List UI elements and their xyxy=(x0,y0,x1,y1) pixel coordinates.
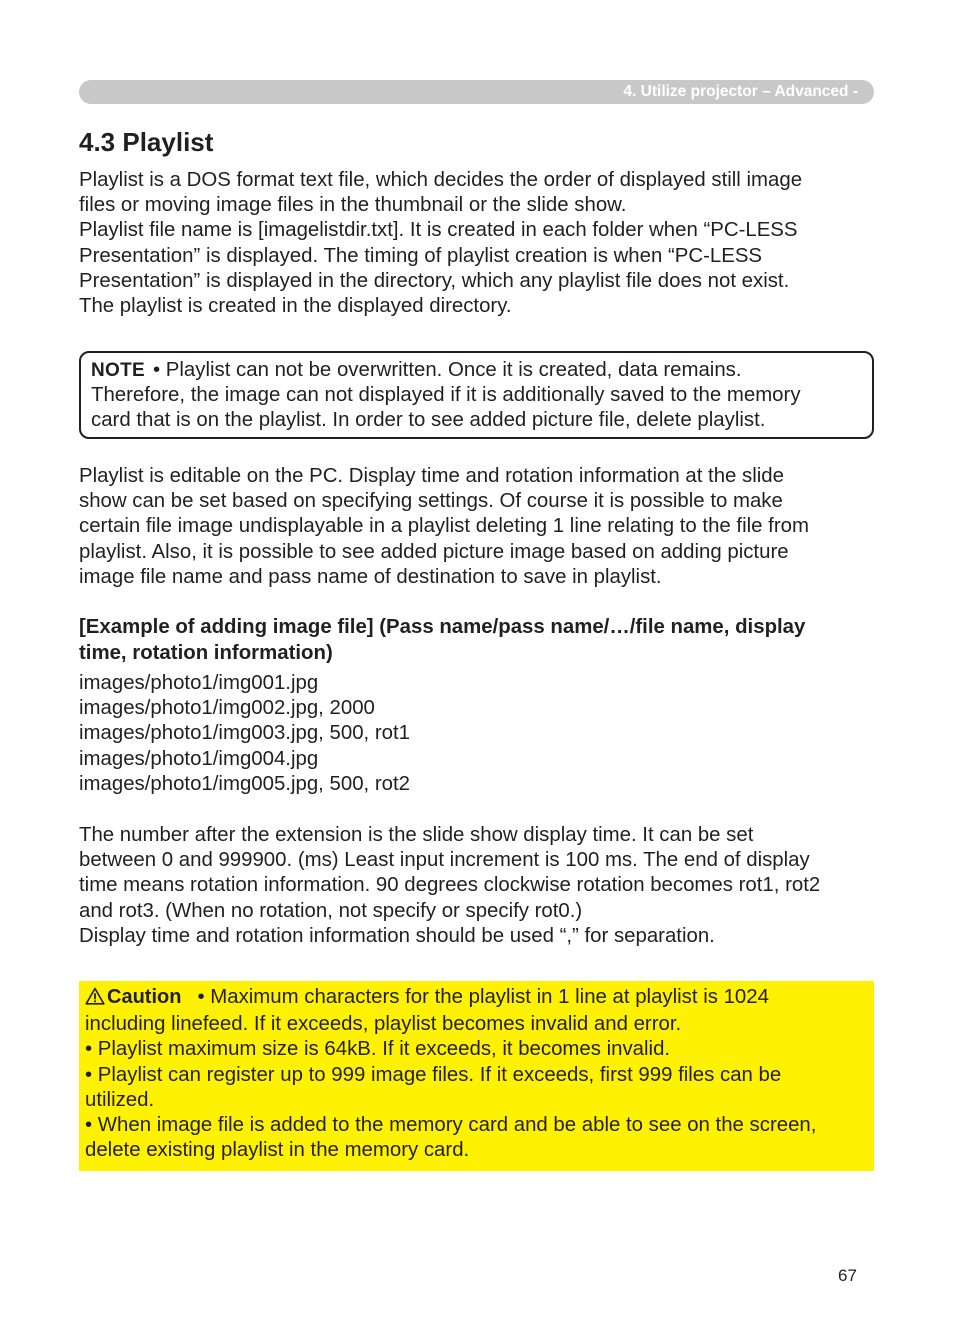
caution-line: • Playlist can register up to 999 image files. If it exceeds, first 999 files can be xyxy=(85,1063,782,1086)
example-line: images/photo1/img003.jpg, 500, rot1 xyxy=(79,722,410,745)
intro-paragraph xyxy=(79,168,879,319)
example-heading xyxy=(79,614,805,666)
editable-line: image file name and pass name of destination to save in playlist. xyxy=(79,565,662,588)
editable-paragraph xyxy=(79,464,879,590)
note-line: Therefore, the image can not displayed if it is additionally saved to the memory xyxy=(91,384,801,407)
example-line: images/photo1/img004.jpg xyxy=(79,747,319,770)
explanation-paragraph xyxy=(79,823,879,949)
intro-line: Playlist is a DOS format text file, which decides the order of displayed still image xyxy=(79,169,803,191)
explanation-line: Display time and rotation information should be used “,” for separation. xyxy=(79,924,715,947)
caution-label: Caution xyxy=(107,986,182,1008)
example-code-list xyxy=(79,671,879,797)
warning-triangle-icon xyxy=(85,987,105,1012)
explanation-line: The number after the extension is the slide show display time. It can be set xyxy=(79,824,754,846)
explanation-line: and rot3. (When no rotation, not specify or specify rot0.) xyxy=(79,899,583,922)
intro-line: Playlist file name is [imagelistdir.txt]. It is created in each folder when “PC-LESS xyxy=(79,219,798,242)
caution-line: • Maximum characters for the playlist in 1 line at playlist is 1024 xyxy=(197,986,769,1008)
editable-line: playlist. Also, it is possible to see added picture image based on adding picture xyxy=(79,540,789,563)
chapter-header-text: 4. Utilize projector – Advanced - xyxy=(623,83,858,100)
note-line: card that is on the playlist. In order to see added picture file, delete playlist. xyxy=(91,409,766,432)
editable-line: Playlist is editable on the PC. Display time and rotation information at the slide xyxy=(79,465,784,487)
intro-line: Presentation” is displayed in the directory, which any playlist file does not exist. xyxy=(79,269,790,292)
example-line: images/photo1/img001.jpg xyxy=(79,672,319,694)
caution-line: delete existing playlist in the memory card. xyxy=(85,1139,470,1162)
caution-box xyxy=(79,981,874,1171)
editable-line: show can be set based on specifying settings. Of course it is possible to make xyxy=(79,490,783,513)
example-line: images/photo1/img005.jpg, 500, rot2 xyxy=(79,772,410,795)
note-line: • Playlist can not be overwritten. Once it is created, data remains. xyxy=(152,359,742,381)
example-heading-line: time, rotation information) xyxy=(79,642,333,664)
page-number: 67 xyxy=(838,1266,857,1285)
intro-line: files or moving image files in the thumbnail or the slide show. xyxy=(79,194,627,217)
note-label: NOTE xyxy=(91,360,145,381)
chapter-header-bar xyxy=(79,80,874,104)
editable-line: certain file image undisplayable in a playlist deleting 1 line relating to the file from xyxy=(79,515,809,538)
intro-line: Presentation” is displayed. The timing of playlist creation is when “PC-LESS xyxy=(79,244,763,267)
caution-line: utilized. xyxy=(85,1088,155,1111)
explanation-line: time means rotation information. 90 degrees clockwise rotation becomes rot1, rot2 xyxy=(79,874,821,897)
section-title: 4.3 Playlist xyxy=(79,127,214,157)
example-heading-line: [Example of adding image file] (Pass name/pass name/…/file name, display xyxy=(79,616,806,638)
caution-line: • When image file is added to the memory card and be able to see on the screen, xyxy=(85,1114,817,1137)
caution-line: including linefeed. If it exceeds, playlist becomes invalid and error. xyxy=(85,1013,682,1036)
example-line: images/photo1/img002.jpg, 2000 xyxy=(79,697,375,720)
caution-line: • Playlist maximum size is 64kB. If it exceeds, it becomes invalid. xyxy=(85,1038,671,1061)
note-box xyxy=(79,351,874,439)
intro-line: The playlist is created in the displayed directory. xyxy=(79,295,512,318)
explanation-line: between 0 and 999900. (ms) Least input increment is 100 ms. The end of display xyxy=(79,849,810,872)
